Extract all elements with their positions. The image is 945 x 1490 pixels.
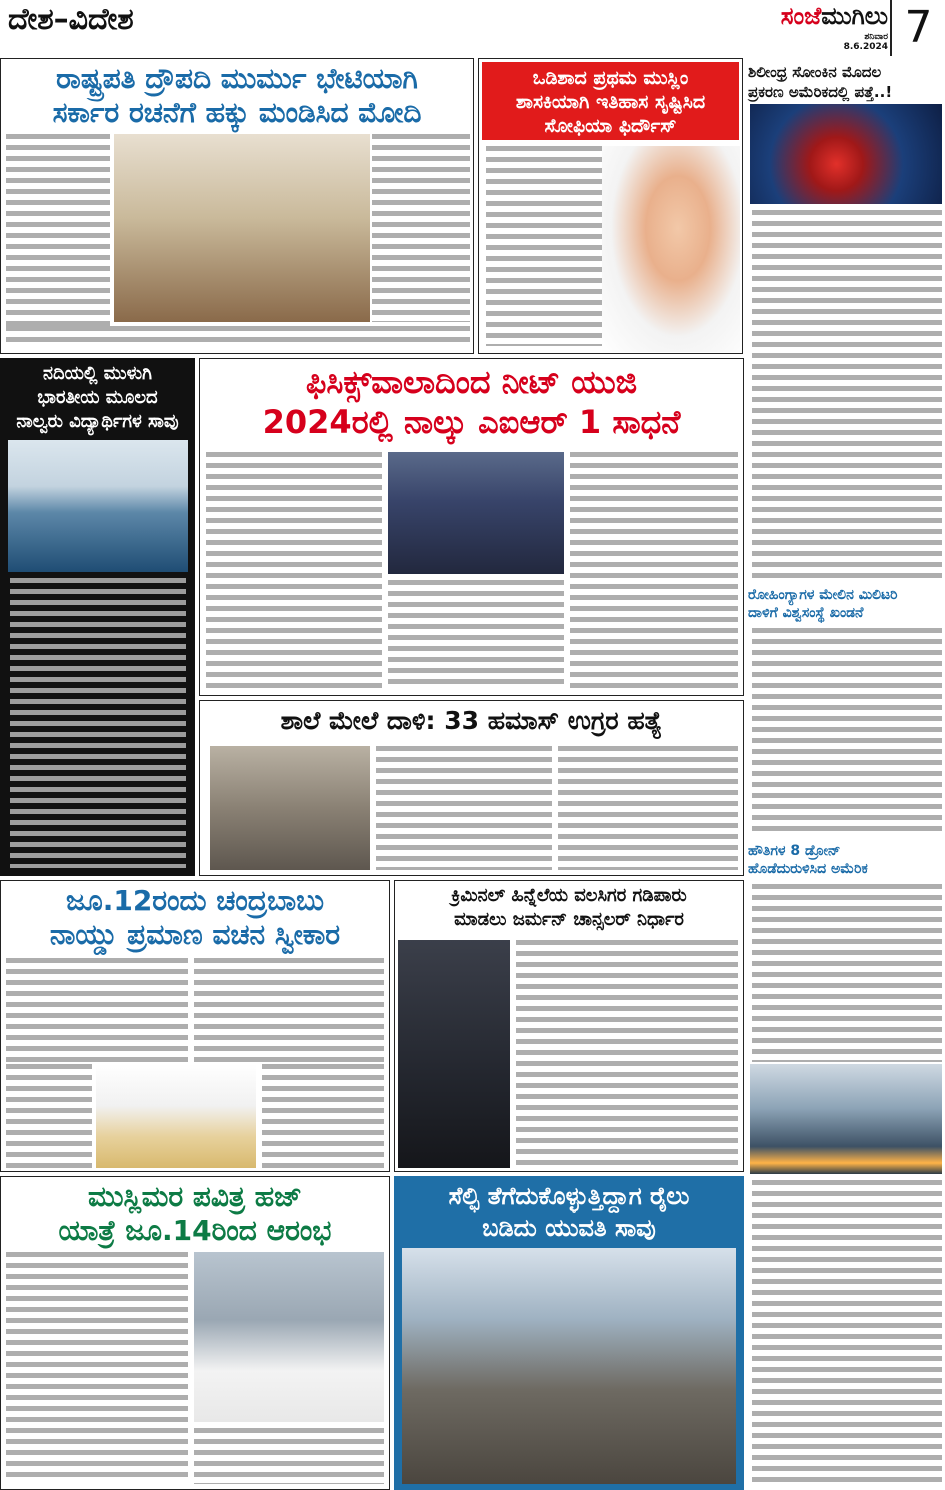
drone-text — [752, 884, 942, 1062]
modi-text-col-1 — [6, 134, 110, 330]
selfie-headline-line-2: ಬಡಿದು ಯುವತಿ ಸಾವು — [482, 1214, 656, 1242]
virus-headline-line-1: ಶಿಲೀಂಧ್ರ ಸೋಂಕಿನ ಮೊದಲ — [748, 63, 882, 81]
virus-headline-line-2: ಪ್ರಕರಣ ಅಮೆರಿಕದಲ್ಲಿ ಪತ್ತೆ..! — [748, 83, 893, 101]
fungus-photo — [750, 104, 942, 204]
modi-text-col-3 — [372, 134, 470, 322]
hajj-text-col-2 — [194, 1428, 384, 1484]
kaaba-photo — [194, 1252, 384, 1422]
virus-headline — [748, 62, 944, 102]
german-headline-line-2: ಮಾಡಲು ಜರ್ಮನ್ ಚಾನ್ಸಲರ್ ನಿರ್ಧಾರ — [454, 909, 684, 930]
logo-left-text: ಸಂಜೆ — [780, 2, 822, 30]
selfie-headline-line-1: ಸೆಲ್ಫಿ ತೆಗೆದುಕೊಳ್ಳುತ್ತಿದ್ದಾಗ ರೈಲು — [448, 1182, 690, 1210]
naidu-text-col-3 — [262, 1064, 384, 1168]
sofia-headline-line-3: ಸೋಫಿಯಾ ಫಿರ್ದೌಸ್ — [544, 115, 677, 137]
students-headline-line-3: ನಾಲ್ವರು ವಿದ್ಯಾರ್ಥಿಗಳ ಸಾವು — [16, 411, 179, 432]
naidu-headline-line-2: ನಾಯ್ಡು ಪ್ರಮಾಣ ವಚನ ಸ್ವೀಕಾರ — [49, 918, 341, 951]
students-headline-line-2: ಭಾರತೀಯ ಮೂಲದ — [37, 387, 158, 408]
selfie-text — [752, 1180, 942, 1484]
naidu-text-col-1a — [6, 958, 188, 1062]
masthead-logo — [738, 2, 888, 30]
drone-headline-line-1: ಹೌತಿಗಳ 8 ಡ್ರೋನ್ — [748, 843, 841, 859]
naidu-text-col-1b — [6, 1064, 92, 1168]
drone-headline-line-2: ಹೊಡೆದುರುಳಿಸಿದ ಅಮೆರಿಕ — [748, 861, 868, 877]
hamas-text-col-2 — [558, 746, 738, 870]
students-text — [10, 578, 186, 868]
modi-headline-line-2: ಸರ್ಕಾರ ರಚನೆಗೆ ಹಕ್ಕು ಮಂಡಿಸಿದ ಮೋದಿ — [52, 96, 422, 129]
rohingya-headline-line-2: ದಾಳಿಗೆ ವಿಶ್ವಸಂಸ್ಥೆ ಖಂಡನೆ — [748, 605, 864, 621]
students-headline — [4, 362, 191, 434]
neet-text-col-1 — [206, 452, 382, 688]
hajj-headline — [4, 1180, 386, 1248]
masthead-day: ಶನಿವಾರ — [864, 32, 888, 42]
neet-toppers-photo — [388, 452, 564, 574]
rohingya-headline-line-1: ರೋಹಿಂಗ್ಯಾಗಳ ಮೇಲಿನ ಮಿಲಿಟರಿ — [748, 587, 898, 603]
naidu-photo — [96, 1064, 256, 1168]
naidu-text-col-2 — [194, 958, 384, 1062]
naidu-headline-line-1: ಜೂ.12ರಂದು ಚಂದ್ರಬಾಬು — [66, 884, 324, 917]
neet-headline-line-2: 2024ರಲ್ಲಿ ನಾಲ್ಕು ಎಐಆರ್ 1 ಸಾಧನೆ — [262, 403, 681, 441]
hajj-headline-line-1: ಮುಸ್ಲಿಮರ ಪವಿತ್ರ ಹಜ್ — [88, 1180, 302, 1213]
naidu-headline — [4, 884, 386, 952]
rohingya-text — [752, 628, 942, 834]
modi-headline — [4, 62, 470, 130]
hamas-text-col-1 — [376, 746, 552, 870]
rohingya-headline — [748, 586, 944, 622]
river-ship-photo — [8, 440, 188, 572]
section-title: ದೇಶ–ವಿದೇಶ — [8, 2, 134, 37]
neet-headline-line-1: ಫಿಸಿಕ್ಸ್‌ವಾಲಾದಿಂದ ನೀಟ್ ಯುಜಿ — [305, 363, 638, 401]
railway-track-photo — [402, 1248, 736, 1484]
neet-text-col-3 — [570, 452, 738, 688]
masthead — [738, 2, 888, 56]
gaza-school-photo — [210, 746, 370, 870]
masthead-date: 8.6.2024 — [843, 42, 888, 52]
modi-murmu-photo — [114, 134, 370, 322]
sofia-headline — [484, 66, 737, 138]
german-headline — [398, 884, 740, 932]
sofia-photo — [602, 146, 740, 352]
selfie-headline — [398, 1180, 740, 1244]
warship-photo — [750, 1064, 942, 1174]
hamas-headline: ಶಾಲೆ ಮೇಲೆ ದಾಳಿ: 33 ಹಮಾಸ್ ಉಗ್ರರ ಹತ್ಯೆ — [280, 706, 663, 735]
neet-headline — [204, 362, 739, 442]
german-text — [516, 940, 738, 1168]
drone-headline — [748, 842, 944, 878]
virus-text — [752, 210, 942, 582]
scholz-photo — [398, 940, 510, 1168]
students-headline-line-1: ನದಿಯಲ್ಲಿ ಮುಳುಗಿ — [43, 363, 152, 384]
sofia-headline-line-2: ಶಾಸಕಿಯಾಗಿ ಇತಿಹಾಸ ಸೃಷ್ಟಿಸಿದ — [515, 91, 706, 113]
logo-right-text: ಮುಗಿಲು — [821, 2, 888, 30]
sofia-headline-line-1: ಒಡಿಶಾದ ಪ್ರಥಮ ಮುಸ್ಲಿಂ — [532, 67, 689, 89]
modi-headline-line-1: ರಾಷ್ಟ್ರಪತಿ ದ್ರೌಪದಿ ಮುರ್ಮು ಭೇಟಿಯಾಗಿ — [56, 62, 418, 95]
page-number: 7 — [890, 0, 945, 56]
modi-text-bottom — [6, 326, 470, 348]
hajj-text-col-1 — [6, 1252, 188, 1482]
neet-text-col-2 — [388, 580, 564, 688]
german-headline-line-1: ಕ್ರಿಮಿನಲ್ ಹಿನ್ನೆಲೆಯ ವಲಸಿಗರ ಗಡಿಪಾರು — [451, 885, 687, 906]
hajj-headline-line-2: ಯಾತ್ರೆ ಜೂ.14ರಿಂದ ಆರಂಭ — [58, 1214, 332, 1247]
